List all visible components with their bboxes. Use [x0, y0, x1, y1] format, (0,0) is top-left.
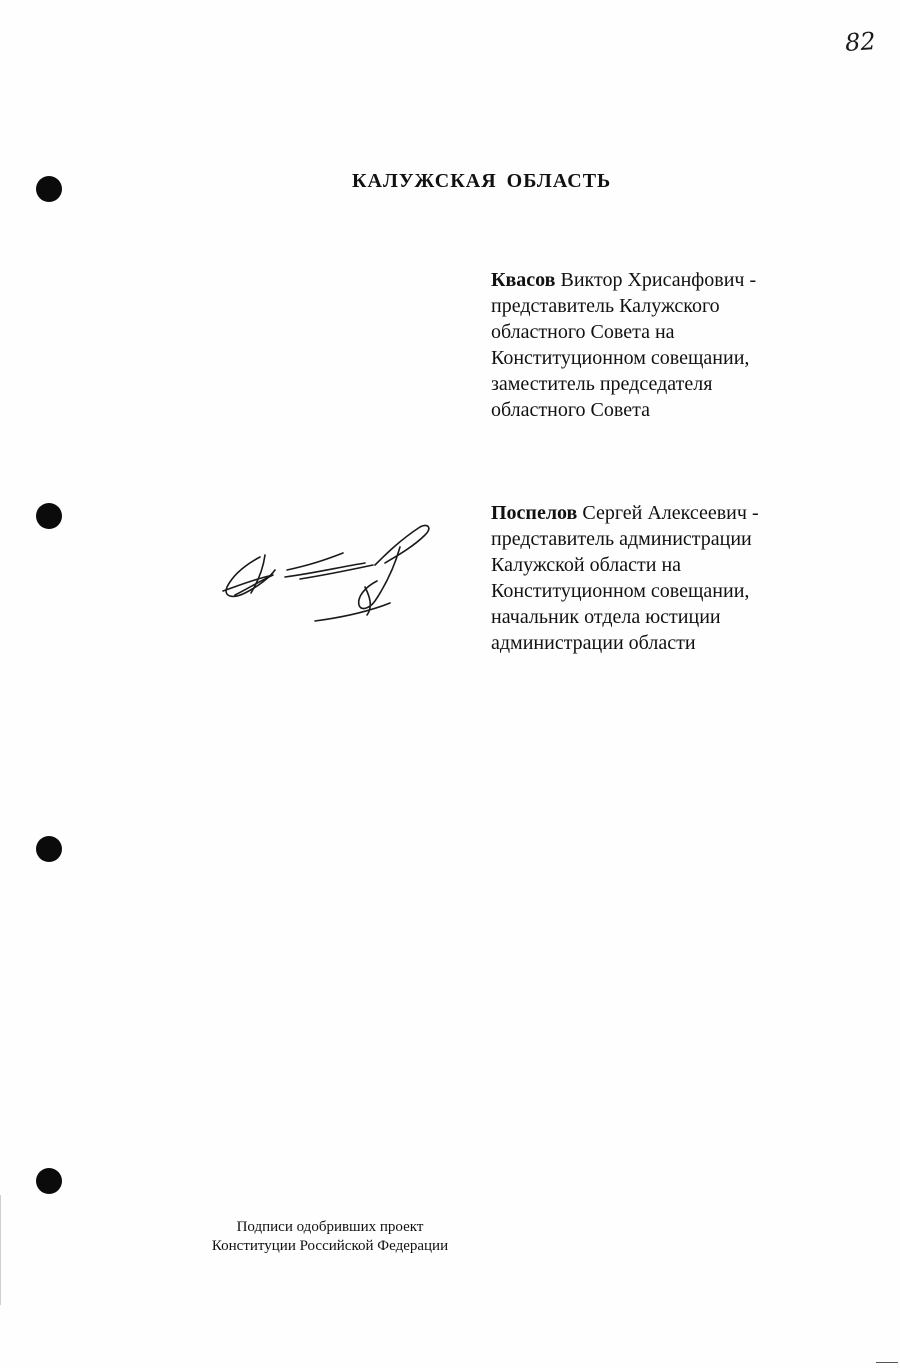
signatory-given-name: Виктор Хрисанфович - — [560, 269, 757, 291]
region-title: КАЛУЖСКАЯ ОБЛАСТЬ — [352, 170, 612, 192]
signatory-position-line: начальник отдела юстиции — [491, 606, 721, 628]
signatory-position-line: областного Совета на — [491, 321, 675, 343]
signatory-surname: Поспелов — [491, 502, 578, 524]
scan-edge-line — [0, 1195, 1, 1305]
signatory-position-line: заместитель председателя — [491, 373, 713, 395]
footer-line: Конституции Российской Федерации — [211, 1238, 449, 1254]
page-number: 82 — [844, 26, 877, 58]
signatory-name-line — [491, 500, 791, 526]
signatory-entry-kvasov — [491, 267, 791, 423]
scan-corner-mark — [876, 1362, 898, 1363]
signatory-position-line: представитель администрации — [491, 528, 752, 550]
signatory-given-name: Сергей Алексеевич - — [582, 502, 759, 524]
punch-hole — [36, 503, 62, 529]
signatory-position-line: Конституционном совещании, — [491, 580, 750, 602]
signatory-name-line — [491, 267, 791, 293]
punch-hole — [36, 836, 62, 862]
signatory-position-line: областного Совета — [491, 399, 650, 421]
handwritten-signature — [215, 515, 440, 625]
signatory-position-line: Конституционном совещании, — [491, 347, 750, 369]
signatory-position-line: Калужской области на — [491, 554, 682, 576]
signatory-position-line: администрации области — [491, 632, 696, 654]
signatory-surname: Квасов — [491, 269, 556, 291]
punch-hole — [36, 1168, 62, 1194]
footer-line: Подписи одобривших проект — [236, 1219, 424, 1235]
signatory-entry-pospelov — [491, 500, 791, 656]
footer-caption — [180, 1218, 480, 1256]
signatory-position-line: представитель Калужского — [491, 295, 720, 317]
punch-hole — [36, 176, 62, 202]
